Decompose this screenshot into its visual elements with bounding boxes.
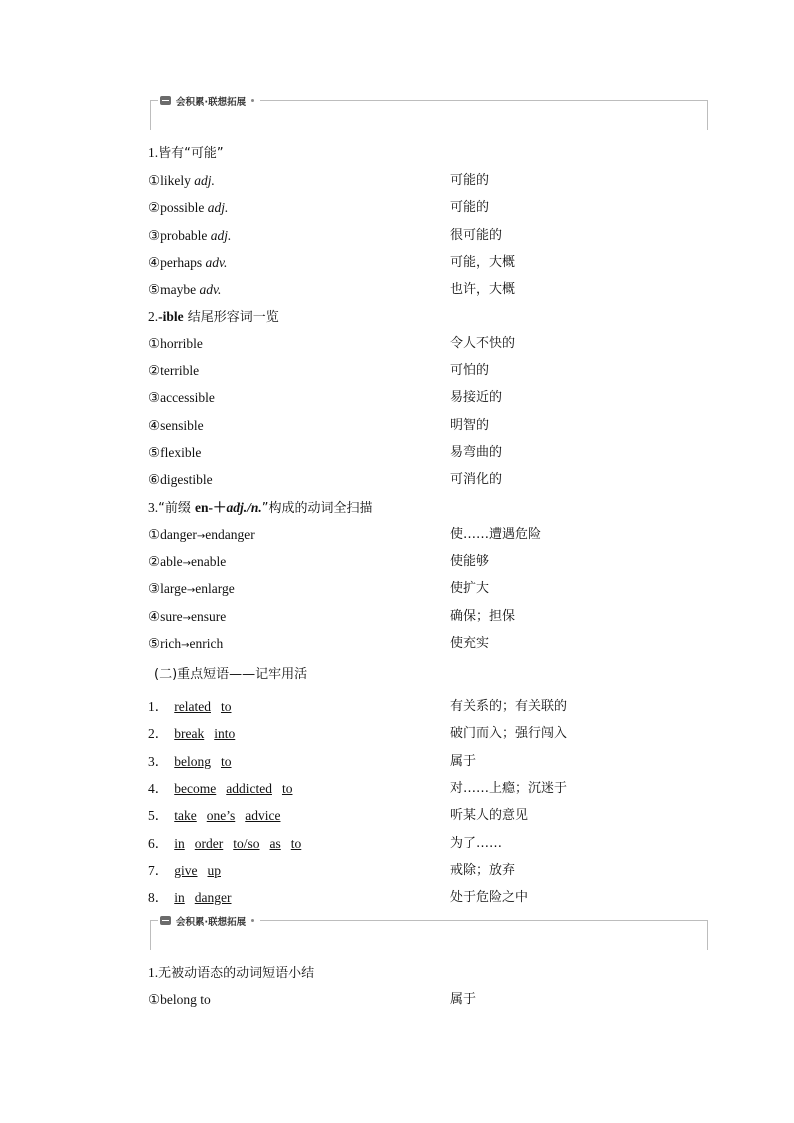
item-number: ④: [148, 254, 161, 270]
item-meaning: 明智的: [450, 417, 490, 433]
list-item: [148, 443, 648, 463]
item-number: ②: [148, 363, 161, 379]
phrase-word: to: [221, 753, 232, 769]
item-meaning: 使能够: [450, 554, 490, 570]
item-meaning: 使扩大: [450, 581, 490, 597]
item-term: [148, 198, 228, 218]
phrase-answer: [174, 779, 292, 799]
item-meaning: 可怕的: [450, 363, 490, 379]
list-item: [148, 607, 648, 627]
list-item: [148, 697, 648, 717]
banner-icon: [160, 96, 171, 105]
item-pos: adj.: [207, 200, 229, 216]
dot-icon: [251, 919, 254, 922]
phrase-answer: [174, 724, 235, 744]
item-term: [148, 579, 235, 601]
item-derived: endanger: [205, 527, 255, 542]
list-item: [148, 579, 648, 599]
item-word: horrible: [160, 336, 203, 351]
item-term: [148, 388, 215, 408]
section-heading-ible: 2.-ible 结尾形容词一览: [148, 309, 279, 325]
item-term: [148, 470, 213, 490]
item-derived: ensure: [191, 608, 227, 624]
phrase-word: to/so: [233, 835, 260, 851]
item-meaning: 可能的: [450, 173, 490, 188]
banner-label: 会积累·联想拓展: [176, 916, 247, 928]
list-item: [148, 171, 648, 191]
item-number: 3．: [148, 753, 169, 769]
phrase-word: in: [174, 890, 185, 906]
item-derived: enlarge: [195, 581, 235, 597]
item-term: [148, 724, 235, 744]
item-term: [148, 697, 232, 717]
arrow-icon: →: [182, 558, 191, 570]
item-number: 4．: [148, 780, 169, 796]
section-heading-passive: 1.无被动语态的动词短语小结: [148, 965, 315, 981]
item-meaning: 对……上瘾；沉迷于: [450, 780, 568, 796]
item-term: [148, 334, 203, 354]
list-item: [148, 806, 648, 826]
item-word: accessible: [160, 390, 215, 406]
item-word: terrible: [160, 363, 200, 379]
item-number: ⑥: [148, 472, 161, 487]
list-item: [148, 990, 648, 1010]
list-item: [148, 334, 648, 354]
item-meaning: 使……遭遇危险: [450, 527, 542, 542]
list-item: [148, 861, 648, 881]
list-item: [148, 525, 648, 545]
phrase-answer: [174, 806, 280, 826]
item-meaning: 使充实: [450, 635, 490, 651]
phrase-word: to: [220, 699, 232, 714]
item-word: flexible: [160, 444, 202, 460]
list-item: [148, 361, 648, 381]
phrase-word: take: [174, 808, 197, 824]
item-meaning: 可消化的: [450, 472, 503, 487]
item-meaning: 令人不快的: [450, 336, 516, 351]
phrase-word: in: [174, 835, 185, 851]
item-word: probable: [160, 227, 208, 243]
list-item: [148, 724, 648, 744]
item-number: ④: [148, 608, 161, 624]
item-pos: adj.: [194, 173, 215, 188]
item-derived: enable: [191, 554, 227, 570]
item-number: 2．: [148, 726, 169, 742]
item-meaning: 听某人的意见: [450, 808, 529, 824]
arrow-icon: →: [196, 531, 206, 542]
item-meaning: 易弯曲的: [450, 444, 503, 460]
phrase-word: give: [174, 862, 198, 878]
item-number: ⑤: [148, 444, 161, 460]
arrow-icon: →: [186, 585, 196, 597]
item-number: 1．: [148, 699, 169, 714]
phrase-answer: [174, 697, 231, 717]
item-number: 6．: [148, 835, 169, 851]
item-number: ①: [148, 336, 161, 351]
item-term: [148, 443, 201, 463]
arrow-icon: →: [182, 612, 191, 624]
dot-icon: [251, 99, 254, 102]
list-item: [148, 198, 648, 218]
item-number: ⑤: [148, 635, 161, 651]
item-meaning: 可能的: [450, 200, 490, 216]
item-meaning: 为了……: [450, 835, 503, 851]
item-word: rich: [160, 635, 182, 651]
phrase-word: break: [174, 726, 205, 742]
list-item: [148, 226, 648, 246]
list-item: [148, 280, 648, 300]
item-term: [148, 806, 280, 826]
list-item: [148, 752, 648, 772]
item-number: ①: [148, 527, 161, 542]
item-meaning: 很可能的: [450, 227, 503, 243]
item-word: maybe: [160, 282, 197, 298]
item-number: ①: [148, 992, 161, 1007]
section-heading-en: 3.“前缀 en-＋adj./n.”构成的动词全扫描: [148, 500, 373, 516]
item-number: ③: [148, 390, 161, 406]
item-term: [148, 226, 231, 246]
item-term: [148, 607, 226, 629]
item-number: 8．: [148, 890, 169, 906]
list-item: [148, 253, 648, 273]
phrases-heading: (二)重点短语——记牢用活: [154, 667, 308, 682]
item-term: [148, 990, 211, 1010]
item-term: [148, 861, 221, 881]
item-number: ③: [148, 581, 161, 597]
phrase-word: up: [207, 862, 221, 878]
phrase-answer: [174, 834, 301, 854]
phrase-answer: [174, 861, 221, 881]
phrase-answer: [174, 752, 231, 772]
item-word: digestible: [160, 472, 213, 487]
banner-icon: [160, 916, 171, 925]
item-meaning: 有关系的；有关联的: [450, 699, 568, 714]
item-derived: enrich: [189, 635, 224, 651]
item-meaning: 确保；担保: [450, 608, 516, 624]
item-number: 5．: [148, 808, 169, 824]
item-pos: adv.: [199, 282, 222, 298]
item-number: ⑤: [148, 282, 161, 298]
item-term: [148, 253, 227, 273]
list-item: [148, 552, 648, 572]
list-item: [148, 834, 648, 854]
item-word: sure: [160, 608, 183, 624]
phrase-word: belong: [174, 753, 211, 769]
item-term: [148, 416, 204, 436]
item-meaning: 戒除；放弃: [450, 862, 516, 878]
item-number: ②: [148, 554, 161, 570]
item-number: ②: [148, 200, 161, 216]
phrase-word: advice: [245, 808, 281, 824]
item-meaning: 可能，大概: [450, 254, 516, 270]
item-word: likely: [160, 173, 191, 188]
banner-label: 会积累·联想拓展: [176, 96, 247, 108]
item-word: belong to: [160, 992, 211, 1007]
phrase-word: danger: [194, 890, 232, 906]
phrase-word: become: [174, 780, 217, 796]
item-word: danger: [160, 527, 197, 542]
list-item: [148, 416, 648, 436]
phrase-word: to: [290, 835, 302, 851]
item-meaning: 也许，大概: [450, 282, 516, 298]
list-item: [148, 779, 648, 799]
item-term: [148, 634, 223, 656]
section-banner: [150, 94, 708, 130]
item-term: [148, 525, 255, 547]
phrase-answer: [174, 888, 231, 908]
item-number: 7．: [148, 862, 169, 878]
item-term: [148, 280, 221, 300]
list-item: [148, 388, 648, 408]
item-meaning: 处于危险之中: [450, 890, 529, 906]
list-item: [148, 888, 648, 908]
item-term: [148, 552, 226, 574]
item-pos: adv.: [205, 254, 228, 270]
item-meaning: 易接近的: [450, 390, 503, 406]
item-word: possible: [160, 200, 205, 216]
arrow-icon: →: [181, 639, 190, 651]
section-banner-2: [150, 914, 708, 950]
item-pos: adj.: [210, 227, 232, 243]
item-meaning: 属于: [450, 992, 477, 1007]
list-item: [148, 634, 648, 654]
item-term: [148, 361, 199, 381]
item-meaning: 属于: [450, 753, 477, 769]
list-item: [148, 470, 648, 490]
phrase-word: related: [174, 699, 211, 714]
item-number: ①: [148, 173, 161, 188]
item-word: large: [160, 581, 187, 597]
phrase-word: order: [194, 835, 224, 851]
item-term: [148, 779, 292, 799]
item-word: able: [160, 554, 183, 570]
item-meaning: 破门而入；强行闯入: [450, 726, 568, 742]
item-number: ③: [148, 227, 161, 243]
item-term: [148, 834, 301, 854]
phrase-word: one’s: [206, 808, 236, 824]
item-word: sensible: [160, 417, 204, 433]
item-term: [148, 752, 232, 772]
phrase-word: addicted: [226, 780, 272, 796]
phrase-word: into: [214, 726, 236, 742]
item-term: [148, 171, 215, 191]
phrase-word: to: [281, 780, 293, 796]
phrase-word: as: [269, 835, 281, 851]
section-heading-possible: 1.皆有“可能”: [148, 145, 224, 161]
item-term: [148, 888, 232, 908]
item-word: perhaps: [160, 254, 203, 270]
item-number: ④: [148, 417, 161, 433]
